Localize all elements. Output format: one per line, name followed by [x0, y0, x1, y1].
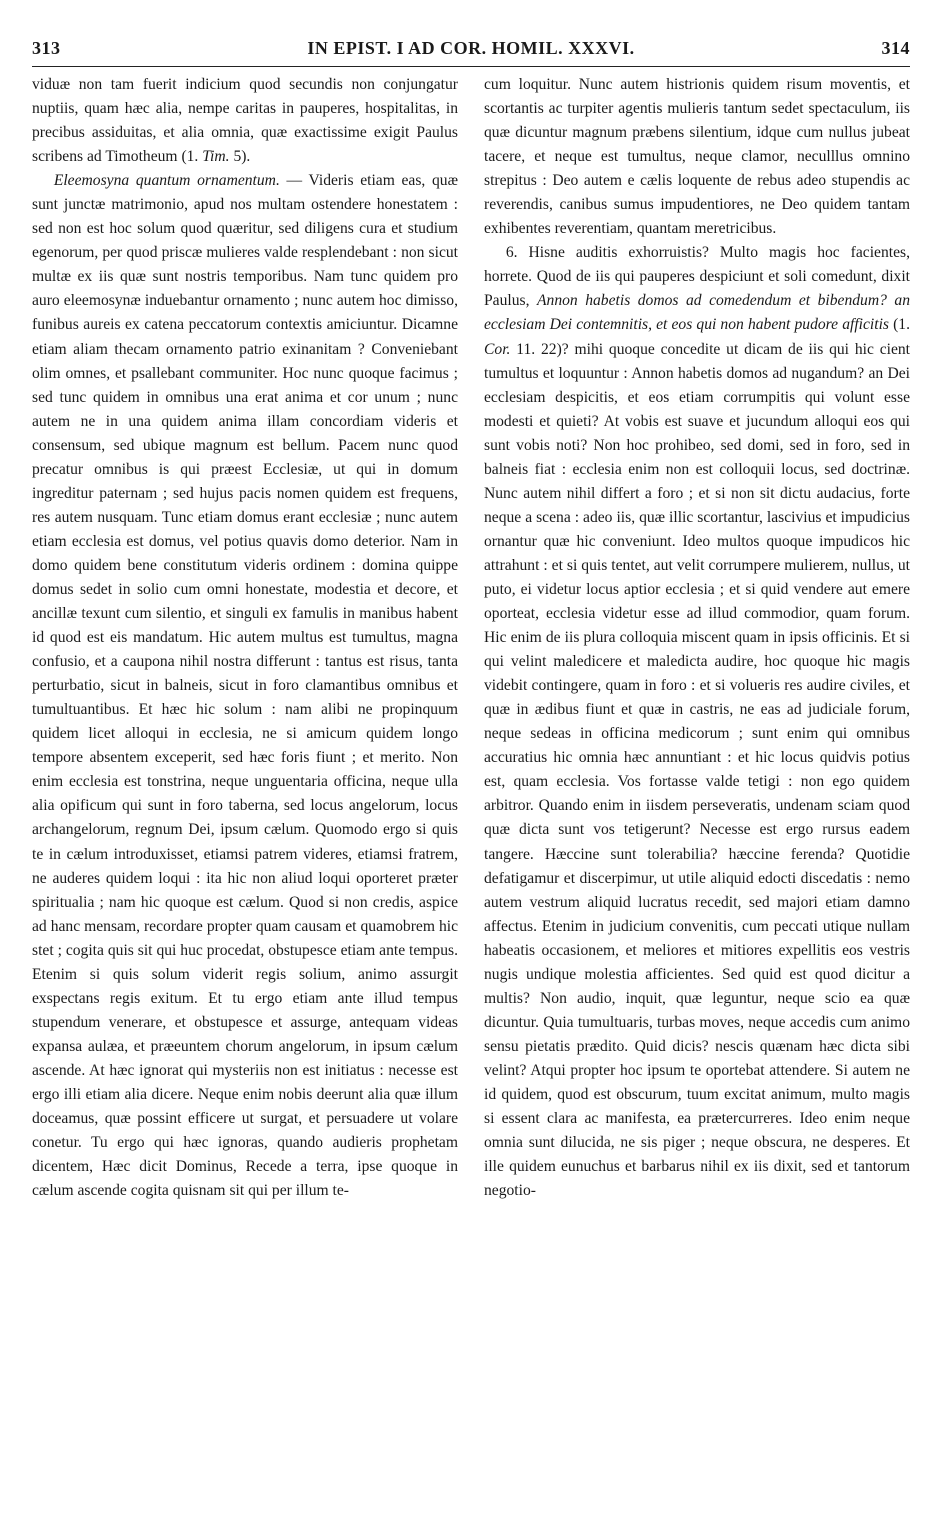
paragraph: Eleemosyna quantum ornamentum. — Videris etiam eas, quæ sunt junctæ matrimonio, apud nos multam ostendere honestatem : sed non est hoc solum quod quæritur, sed diligens cura et studium egenorum, per quod priscæ mulieres valde resplendebant : non sicut multæ ex iis quæ sunt nostris temporibus. Nam tunc quidem pro auro eleemosynæ induebantur ornamento ; nunc autem hoc dimisso, funibus aureis ex catena peccatorum contextis amiciuntur. Dicamne etiam aliam thecam ornamento patrio exinanitam ? Conveniebant olim omnes, et psallebant communiter. Hoc nunc quoque facimus ; sed tunc quidem in omnibus una erat anima et cor unum ; nunc autem ne in una quidem anima illam concordiam videris et consensum, sed ubique magnum est bellum. Pacem nunc quod precatur omnibus is qui præest Ecclesiæ, ut qui in domum ingreditur paternam ; sed hujus pacis nomen quidem est frequens, res autem nusquam. Tunc etiam domus erant ecclesiæ ; nunc autem etiam ecclesia est domus, vel potius quavis domo deterior. Nam in domo quidem bene constitutum videris ordinem : domina quippe domus sedet in solio cum omni honestate, modestia et decore, et ancillæ texunt cum silentio, et singuli ex famulis in manibus habent id quod est eis mandatum. Hic autem multus est tumultus, magna confusio, et a caupona nihil nostra differunt : tantus est risus, tanta perturbatio, sicut in balneis, sicut in foro clamantibus omnibus et tumultuantibus. Et hæc hic solum : nam alibi ne propinquum quidem licet alloqui in ecclesia, ne si amicum quidem longo tempore absentem exceperit, sed hæc foris fiunt ; et merito. Non enim ecclesia est tonstrina, neque unguentaria officina, neque ulla alia opificum qui sunt in foro taberna, sed locus angelorum, locus archangelorum, regnum Dei, ipsum cælum. Quomodo ergo si quis te in cælum introduxisset, etiamsi patrem videres, etiamsi fratrem, ne auderes quidem loqui : ita hic non aliud loqui oporteret præter spiritualia ; nam hic quoque est cælum. Quod si non credis, aspice ad hanc mensam, recordare propter quam causam et quamobrem hic stet ; cogita quis sit qui huc procedat, obstupesce etiam ante tempus. Etenim si quis solum viderit regis solium, animo assurgit exspectans regis exitum. Et tu ergo etiam ante illud tempus stupendum venerare, et obstupesce et assurge, antequam videas expansa aulæa, et præeuntem chorum angelorum, in ipsum cælum ascende. At hæc ignorat qui mysteriis non est initiatus : necesse est ergo illi etiam alia dicere. Neque enim nobis deerunt alia quæ illum doceamus, quæ possint efficere ut surgat, et persuadere ut volare conetur. Tu ergo qui hæc ignoras, quando audieris prophetam dicentem, Hæc dicit Dominus, Recede a terra, ipse quoque in cælum ascende cogita quisnam sit qui per illum te-	[32, 172, 459, 1200]
scripture-quote: Annon habetis domos ad comedendum et bibendum? an ecclesiam Dei contemnitis, et eos qui non habent pudore afficitis	[484, 292, 911, 334]
right-column	[484, 73, 910, 1203]
paragraph: viduæ non tam fuerit indicium quod secundis non conjungatur nuptiis, quam hæc alia, nempe caritas in pauperes, hospitalitas, in precibus assiduitas, et alia omnia, quæ exactissime exigit Paulus scribens ad Timotheum (1. Tim. 5).	[32, 76, 458, 166]
paragraph: 6. Hisne auditis exhorruistis? Multo magis hoc facientes, horrete. Quod de iis qui pauperes despiciunt et soli comedunt, dixit Paulus, Annon habetis domos ad comedendum et bibendum? an ecclesiam Dei contemnitis, et eos qui non habent pudore afficitis (1. Cor. 11. 22)? mihi quoque concedite ut dicam de iis qui hic cient tumultus et loquuntur : Annon habetis domos ad nugandum? an Dei ecclesiam despicitis, et eos etiam corrumpitis qui volunt esse modesti et quieti? At vobis est suave et jucundum alloqui eos qui sunt vobis noti? Non hoc prohibeo, sed domi, sed in foro, sed in balneis fiat : ecclesia enim non est colloquii locus, sed doctrinæ. Nunc autem nihil differt a foro ; et si non sit dictu audacius, forte neque a scena : adeo iis, quæ illic scortantur, lascivius et impudicius ornantur quæ hic conveniunt. Ideo multos quoque impudicos hic attrahunt : et si quis tentet, aut velit corrumpere mulierem, nullus, ut puto, ei videtur locus aptior ecclesia ; et si quid vendere aut emere oporteat, ecclesia videtur esse ad illud commodior, quam forum. Hic enim de iis plura colloquia miscent quam in ipsis officinis. Et si qui velint maledicere et maledicta audire, hoc quoque hic magis videbit contingere, quam in foro : et si volueris res audire civiles, et quæ in ædibus fiunt et quæ in castris, ne eas ad judiciale forum, neque sedeas in officina medicorum ; sunt enim qui omnibus accuratius hic omnia hæc annuntiant : et hic locus quidvis potius est, quam ecclesia. Vos fortasse valde tetigi : non ego quidem arbitror. Quando enim in iisdem perseveratis, undenam sciam quod quæ dicta sunt vos tetigerunt? Necesse est ergo rursus eadem tangere. Hæccine sunt tolerabilia? hæccine ferenda? Quotidie defatigamur et discerpimur, ut utile aliquid edocti discedatis : nemo autem vestrum aliquid lucratus recedit, sed majori etiam damno affectus. Etenim in judicium convenitis, cum peccati utique nullam habeatis occasionem, et meliores et mitiores expellitis eos vestris nugis undique molestia afficientes. Sed quid est quod dicitur a multis? Non audio, inquit, quæ leguntur, neque scio ea quæ dicuntur. Quia tumultuaris, turbas moves, neque accedis cum animo sensu pietatis prædito. Quid dicis? nescis quænam hæc dicta sibi velint? Atqui propter hoc ipsum te oportebat attendere. Si autem ne id quidem, quod est obscurum, tuum excitat animum, multo magis si essent clara ac manifesta, ea prætercurreres. Ideo enim neque omnia sunt dilucida, ne sis piger ; neque obscura, ne desperes. Et ille quidem eunuchus et barbarus nihil ex iis dixit, sed et tantorum negotio-	[484, 244, 911, 1200]
paragraph: cum loquitur. Nunc autem histrionis quidem risum moventis, et scortantis ac turpiter agentis mulieris tantum sedet spectaculum, iis quæ dicuntur magnum præbens silentium, idque cum nullus jubeat tacere, et neque est tumultus, neque clamor, neculllus omnino strepitus : Deo autem e cælis loquente de rebus adeo stupendis ac reverendis, canibus sumus impudentiores, ne Deo quidem tantam exhibentes reverentiam, quantam meretricibus.	[484, 76, 910, 238]
left-column	[32, 73, 458, 1203]
text-columns	[32, 73, 910, 1203]
page-number-left: 313	[32, 38, 61, 58]
running-title: IN EPIST. I AD COR. HOMIL. XXXVI.	[307, 38, 635, 58]
side-heading: Eleemosyna quantum ornamentum.	[53, 172, 280, 190]
page-number-right: 314	[881, 38, 910, 58]
running-header	[32, 38, 910, 67]
